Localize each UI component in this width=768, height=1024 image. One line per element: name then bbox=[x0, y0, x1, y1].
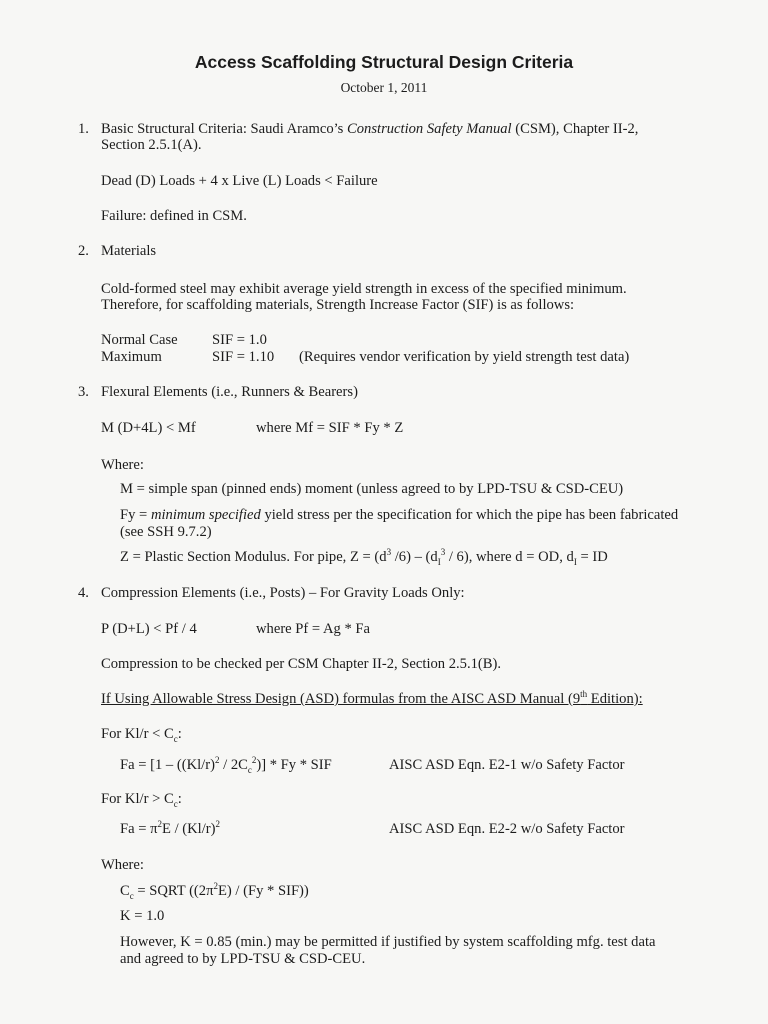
section-4-equation: P (D+L) < Pf / 4 bbox=[101, 621, 197, 637]
z-text-4: = ID bbox=[576, 549, 608, 565]
cc-sub: c bbox=[129, 890, 134, 901]
cc-text-c: E) / (Fy * SIF)) bbox=[217, 883, 309, 899]
case-1-sub: c bbox=[173, 733, 178, 744]
section-3-where: Where: bbox=[101, 457, 144, 473]
case-1-text-a: For Kl/r < C bbox=[101, 726, 174, 742]
fa2-text-a: Fa = π bbox=[120, 821, 158, 837]
section-2-para-1: Cold-formed steel may exhibit average yield strength in excess of the specified minimum. bbox=[101, 281, 627, 297]
section-4-heading: Compression Elements (i.e., Posts) – For Gravity Loads Only: bbox=[101, 585, 465, 601]
m-definition: M = simple span (pinned ends) moment (unless agreed to by LPD-TSU & CSD-CEU) bbox=[120, 481, 624, 497]
z-sub-2: I bbox=[573, 556, 577, 567]
however-line-2: and agreed to by LPD-TSU & CSD-CEU. bbox=[120, 951, 366, 967]
fa2-sup-2: 2 bbox=[215, 819, 220, 830]
z-text-3: / 6), where d = OD, d bbox=[445, 549, 574, 565]
fa2-sup-1: 2 bbox=[157, 819, 162, 830]
case-2-sub: c bbox=[173, 798, 178, 809]
section-1-manual-title: Construction Safety Manual bbox=[347, 121, 512, 137]
asd-text-b: Edition): bbox=[587, 691, 643, 707]
fa-equation-2 bbox=[120, 820, 220, 838]
fa1-sub: c bbox=[247, 764, 252, 775]
asd-heading bbox=[101, 690, 643, 708]
fy-definition-line-2: (see SSH 9.7.2) bbox=[120, 524, 212, 540]
maximum-label: Maximum bbox=[101, 349, 162, 365]
section-3-number: 3. bbox=[78, 384, 89, 400]
case-2-text-a: For Kl/r > C bbox=[101, 791, 174, 807]
z-sub-1: I bbox=[437, 556, 441, 567]
however-line-1: However, K = 0.85 (min.) may be permitted if justified by system scaffolding mfg. test data bbox=[120, 934, 656, 950]
normal-case-value: SIF = 1.0 bbox=[212, 332, 267, 348]
maximum-note: (Requires vendor verification by yield strength test data) bbox=[299, 349, 630, 365]
fa1-sup-2: 2 bbox=[251, 755, 257, 766]
fy-text-emphasis: minimum specified bbox=[150, 507, 261, 523]
cc-definition bbox=[120, 882, 309, 900]
maximum-value: SIF = 1.10 bbox=[212, 349, 275, 365]
fy-text-a: Fy = bbox=[120, 507, 151, 523]
cc-sup: 2 bbox=[213, 881, 218, 892]
section-1-equation: Dead (D) Loads + 4 x Live (L) Loads < Failure bbox=[101, 173, 378, 189]
case-1-text-b: : bbox=[177, 726, 182, 742]
section-1-text-a: Basic Structural Criteria: Saudi Aramco’s bbox=[101, 121, 348, 137]
section-2-heading: Materials bbox=[101, 243, 157, 259]
section-2-para-2: Therefore, for scaffolding materials, Strength Increase Factor (SIF) is as follows: bbox=[101, 297, 575, 313]
fy-text-c: yield stress per the specification for which the pipe has been fabricated bbox=[260, 507, 679, 523]
cc-text-b: = SQRT ((2π bbox=[133, 883, 214, 899]
z-sup-2: 3 bbox=[440, 547, 446, 558]
case-2-label bbox=[101, 790, 182, 808]
section-1-number: 1. bbox=[78, 121, 89, 137]
fa1-sup-1: 2 bbox=[214, 755, 220, 766]
section-1-text-c: (CSM), Chapter II-2, bbox=[511, 121, 639, 137]
z-sup-1: 3 bbox=[386, 547, 392, 558]
fa1-text-a: Fa = [1 – ((Kl/r) bbox=[120, 757, 215, 773]
fa1-text-c: )] * Fy * SIF bbox=[256, 757, 332, 773]
cc-text-a: C bbox=[120, 883, 130, 899]
asd-text-a: If Using Allowable Stress Design (ASD) formulas from the AISC ASD Manual (9 bbox=[101, 691, 581, 707]
fa-equation-1-reference: AISC ASD Eqn. E2-1 w/o Safety Factor bbox=[389, 757, 625, 773]
document-date: October 1, 2011 bbox=[340, 80, 428, 95]
section-1-line-2: Section 2.5.1(A). bbox=[101, 137, 202, 153]
case-1-label bbox=[101, 725, 182, 743]
compression-check: Compression to be checked per CSM Chapter II-2, Section 2.5.1(B). bbox=[101, 656, 502, 672]
fa-equation-1 bbox=[120, 756, 332, 774]
document-title: Access Scaffolding Structural Design Criteria bbox=[194, 52, 574, 72]
asd-sup: th bbox=[580, 689, 588, 700]
section-3-equation-where: where Mf = SIF * Fy * Z bbox=[256, 420, 404, 436]
section-3-heading: Flexural Elements (i.e., Runners & Bearers) bbox=[101, 384, 358, 400]
z-text-2: /6) – (d bbox=[391, 549, 438, 565]
section-2-number: 2. bbox=[78, 243, 89, 259]
fa2-text-b: E / (Kl/r) bbox=[162, 821, 216, 837]
fy-definition bbox=[120, 506, 678, 524]
section-4-where: Where: bbox=[101, 857, 144, 873]
fa1-text-b: / 2C bbox=[219, 757, 248, 773]
section-3-equation: M (D+4L) < Mf bbox=[101, 420, 196, 436]
k-definition: K = 1.0 bbox=[120, 908, 165, 924]
case-2-text-b: : bbox=[177, 791, 182, 807]
section-1-failure: Failure: defined in CSM. bbox=[101, 208, 247, 224]
normal-case-label: Normal Case bbox=[101, 332, 178, 348]
z-text-1: Z = Plastic Section Modulus. For pipe, Z = (d bbox=[120, 549, 387, 565]
fa-equation-2-reference: AISC ASD Eqn. E2-2 w/o Safety Factor bbox=[389, 821, 625, 837]
z-definition bbox=[120, 548, 608, 566]
section-4-equation-where: where Pf = Ag * Fa bbox=[256, 621, 371, 637]
section-4-number: 4. bbox=[78, 585, 89, 601]
